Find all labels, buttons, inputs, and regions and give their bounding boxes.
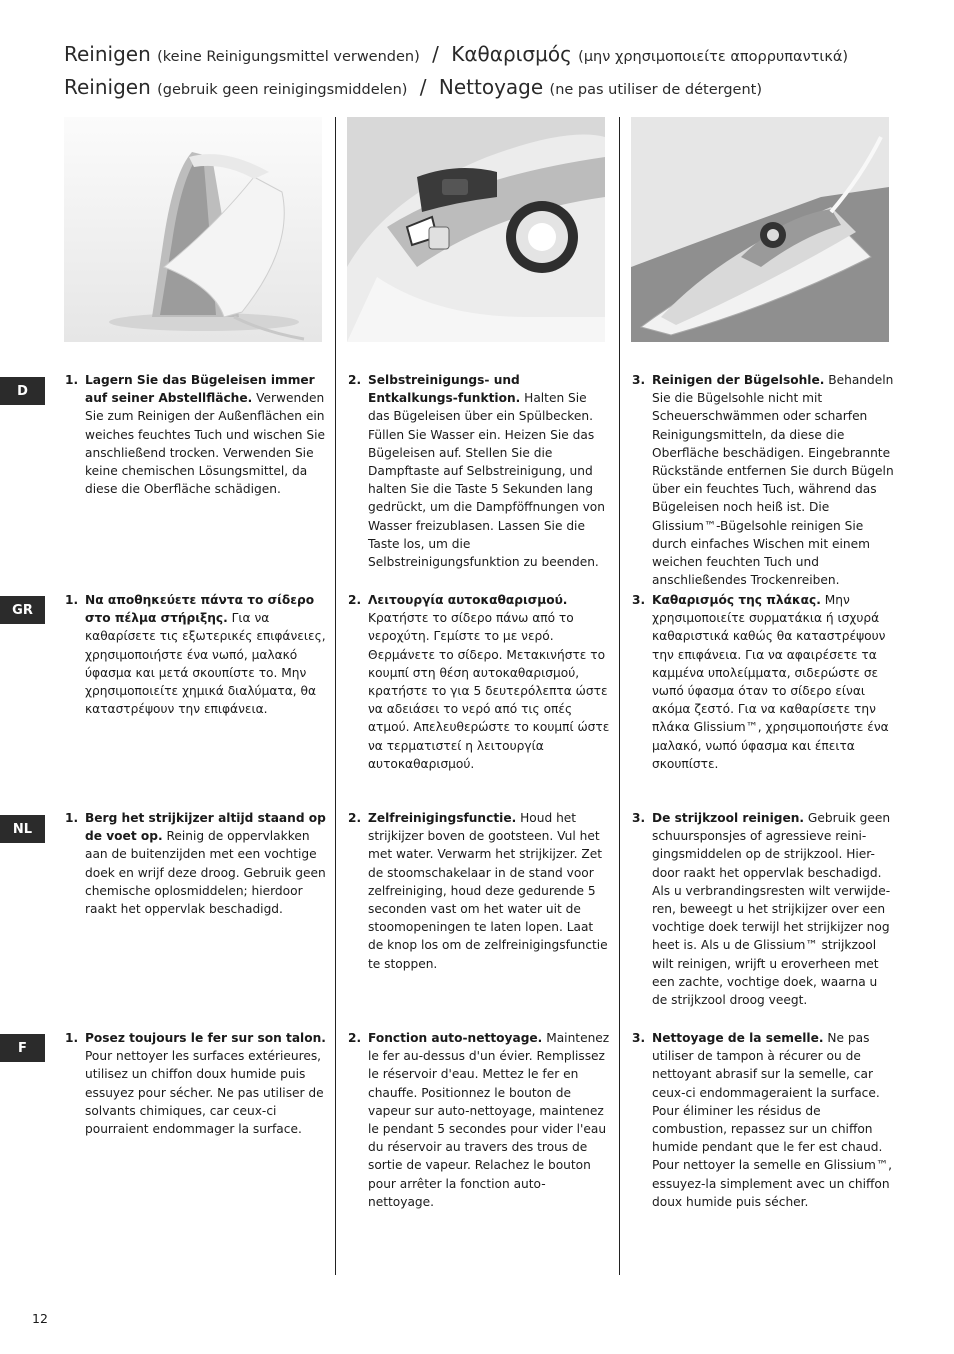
step-number: 2. (348, 593, 362, 607)
step-text: Μην χρησιμοποιείτε συρματάκια ή ισχυρά καθαριστικά καθώς θα καταστρέψουν την επιφάνεια. Για να αφαιρέσετε τα καμμένα υπολείμματα, σιδερώστε σε νωπό ύφασμα όταν το σίδερο είναι ακόμα ζεστό. Για να καθαρίσετε την πλάκα Glissium™, χρησιμοποιήστε ένα μαλακό, νωπό ύφασμα και έπειτα σκουπίστε. (652, 593, 889, 771)
step-number: 1. (65, 1031, 79, 1045)
step-heading: Να αποθηκεύετε πάντα το σίδερο στο πέλμα στήριξης. (85, 593, 315, 626)
illustration-iron-wiping (64, 117, 322, 342)
step-heading: De strijkzool reinigen. (652, 811, 805, 825)
step-number: 1. (65, 811, 79, 825)
step-heading: Lagern Sie das Bügeleisen immer auf seiner Abstellfläche. (85, 373, 315, 406)
title-nl: Reinigen (64, 75, 151, 99)
language-tab-de: D (0, 377, 45, 405)
step-number: 2. (348, 373, 362, 387)
step-heading: Berg het strijkijzer altijd staand op de voet op. (85, 811, 326, 844)
illustration-self-clean-dial (347, 117, 605, 342)
step-heading: Reinigen der Bügelsohle. (652, 373, 825, 387)
step-text: Houd het strijkijzer boven de gootsteen. Vul het met water. Verwarm het strijkijzer. Zet de stoomschakelaar in de stand voor zelfreiniging, houd deze gedurende 5 seconden vast om het water uit de stoomopeningen te laten lopen. Laat de knop los om de zelfreinigingsfunctie te stoppen. (368, 811, 608, 971)
page-number: 12 (32, 1311, 48, 1326)
step-text: Halten Sie das Bügeleisen über ein Spülbecken. Füllen Sie Wasser ein. Heizen Sie das Bügeleisen auf. Stellen Sie die Dampftaste auf Selbstreinigung, und halten Sie die Taste 5 Sekunden lang gedrückt, um die Dampföffnungen von Wasser freizublasen. Lassen Sie die Taste los, um die Selbstreinigungsfunktion zu beenden. (368, 391, 605, 570)
step-fr-3 (632, 1029, 894, 1211)
step-number: 3. (632, 593, 646, 607)
column-divider (335, 117, 336, 1275)
iron-cloth-image (64, 117, 322, 342)
step-heading: Posez toujours le fer sur son talon. (85, 1031, 326, 1045)
step-de-1 (65, 371, 327, 498)
step-heading: Fonction auto-nettoyage. (368, 1031, 543, 1045)
language-tab-fr: F (0, 1034, 45, 1062)
step-heading: Λειτουργία αυτοκαθαρισμού. (368, 593, 568, 607)
title-de-sub: (keine Reinigungsmittel verwenden) (157, 49, 420, 65)
language-tab-nl: NL (0, 815, 45, 843)
step-text: Gebruik geen schuursponsjes of agressieve reini-gingsmiddelen op de strijkzool. Hier-door raakt het oppervlak beschadigd. Als u verbrandingsresten wilt verwijde-ren, beweegt u het strijkijzer over een vochtige doek terwijl het strijkijzer nog heet is. Als u de Glissium™ strijkzool wilt reinigen, wrijft u eroverheen met een zachte, vochtige doek, waarna u de strijkzool droog veegt. (652, 811, 891, 1008)
step-text: Behandeln Sie die Bügelsohle nicht mit Scheuerschwämmen oder scharfen Reinigungsmitteln, da diese die Oberfläche beschädigen. Eingebrannte Rückstände entfernen Sie durch Bügeln über ein feuchtes Tuch, während das Bügeleisen noch heiß ist. Die Glissium™-Bügelsohle reinigen Sie durch einfaches Wischen mit einem weichen feuchten Tuch und anschließendes Trockenreiben. (652, 373, 894, 588)
title-fr: Nettoyage (438, 75, 544, 99)
step-nl-3 (632, 809, 894, 1009)
title-gr-sub: (μην χρησιμοποιείτε απορρυπαντικά) (578, 49, 849, 65)
step-heading: Selbstreinigungs- und Entkalkungs-funktion. (368, 373, 521, 406)
step-number: 3. (632, 811, 646, 825)
step-number: 3. (632, 1031, 646, 1045)
title-line-2 (64, 75, 762, 102)
title-nl-sub: (gebruik geen reinigingsmiddelen) (157, 82, 408, 98)
soleplate-image (631, 117, 889, 342)
illustration-soleplate-cleaning (631, 117, 889, 342)
language-tab-gr: GR (0, 596, 45, 624)
step-number: 2. (348, 1031, 362, 1045)
step-fr-2 (348, 1029, 610, 1211)
title-gr: Καθαρισμός (451, 42, 572, 66)
step-nl-2 (348, 809, 610, 973)
title-separator: / (419, 75, 427, 99)
self-clean-image (347, 117, 605, 342)
step-text: Για να καθαρίσετε τις εξωτερικές επιφάνειες, χρησιμοποιήστε ένα νωπό, μαλακό ύφασμα και μετά σκουπίστε το. Μην χρησιμοποιείτε χημικά διαλύματα, θα καταστρέψουν την επιφάνεια. (85, 611, 326, 717)
step-fr-1 (65, 1029, 327, 1138)
title-fr-sub: (ne pas utiliser de détergent) (549, 82, 763, 98)
step-de-2 (348, 371, 610, 571)
step-gr-3 (632, 591, 894, 773)
step-de-3 (632, 371, 894, 589)
title-separator: / (432, 42, 439, 66)
title-de: Reinigen (64, 42, 151, 66)
step-gr-1 (65, 591, 327, 718)
step-nl-1 (65, 809, 327, 918)
step-heading: Zelfreinigingsfunctie. (368, 811, 517, 825)
step-text: Ne pas utiliser de tampon à récurer ou de nettoyant abrasif sur la semelle, car ceux-ci endommageraient la surface. Pour éliminer les résidus de combustion, repassez sur un chiffon humide pendant que le fer est chaud. Pour nettoyer la semelle en Glissium™, essuyez-la simplement avec un chiffon doux humide puis sécher. (652, 1031, 892, 1209)
step-text: Κρατήστε το σίδερο πάνω από το νεροχύτη. Γεμίστε το με νερό. Θερμάνετε το σίδερο. Μετακινήστε το κουμπί στη θέση αυτοκαθαρισμού, κρατήστε το για 5 δευτερόλεπτα ώστε να αδειάσει το νερό από τις οπές ατμού. Απελευθερώστε το κουμπί ώστε να τερματιστεί η λειτουργία αυτοκαθαρισμού. (368, 611, 610, 771)
step-number: 2. (348, 811, 362, 825)
step-text: Reinig de oppervlakken aan de buitenzijden met een vochtige doek en wrijf deze droog. Gebruik geen chemische oplosmiddelen; hierdoor raakt het oppervlak beschadigd. (85, 829, 326, 917)
step-text: Maintenez le fer au-dessus d'un évier. Remplissez le réservoir d'eau. Mettez le fer en chauffe. Positionnez le bouton de vapeur sur auto-nettoyage, maintenez le pendant 5 secondes pour vider l'eau du réservoir au travers des trous de sortie de vapeur. Relachez le bouton pour arrêter la fonction auto-nettoyage. (368, 1031, 610, 1209)
column-divider (619, 117, 620, 1275)
step-gr-2 (348, 591, 610, 773)
step-text: Verwenden Sie zum Reinigen der Außenflächen ein weiches feuchtes Tuch und wischen Sie anschließend trocken. Verwenden Sie keine chemischen Lösungsmittel, da diese die Oberfläche schädigen. (85, 391, 325, 497)
step-heading: Nettoyage de la semelle. (652, 1031, 824, 1045)
step-number: 1. (65, 373, 79, 387)
step-text: Pour nettoyer les surfaces extérieures, utilisez un chiffon doux humide puis essuyez pour sécher. Ne pas utiliser de solvants chimiques, car ceux-ci pourraient endommager la surface. (85, 1049, 324, 1137)
step-number: 1. (65, 593, 79, 607)
step-number: 3. (632, 373, 646, 387)
title-line-1 (64, 42, 848, 69)
step-heading: Καθαρισμός της πλάκας. (652, 593, 821, 607)
